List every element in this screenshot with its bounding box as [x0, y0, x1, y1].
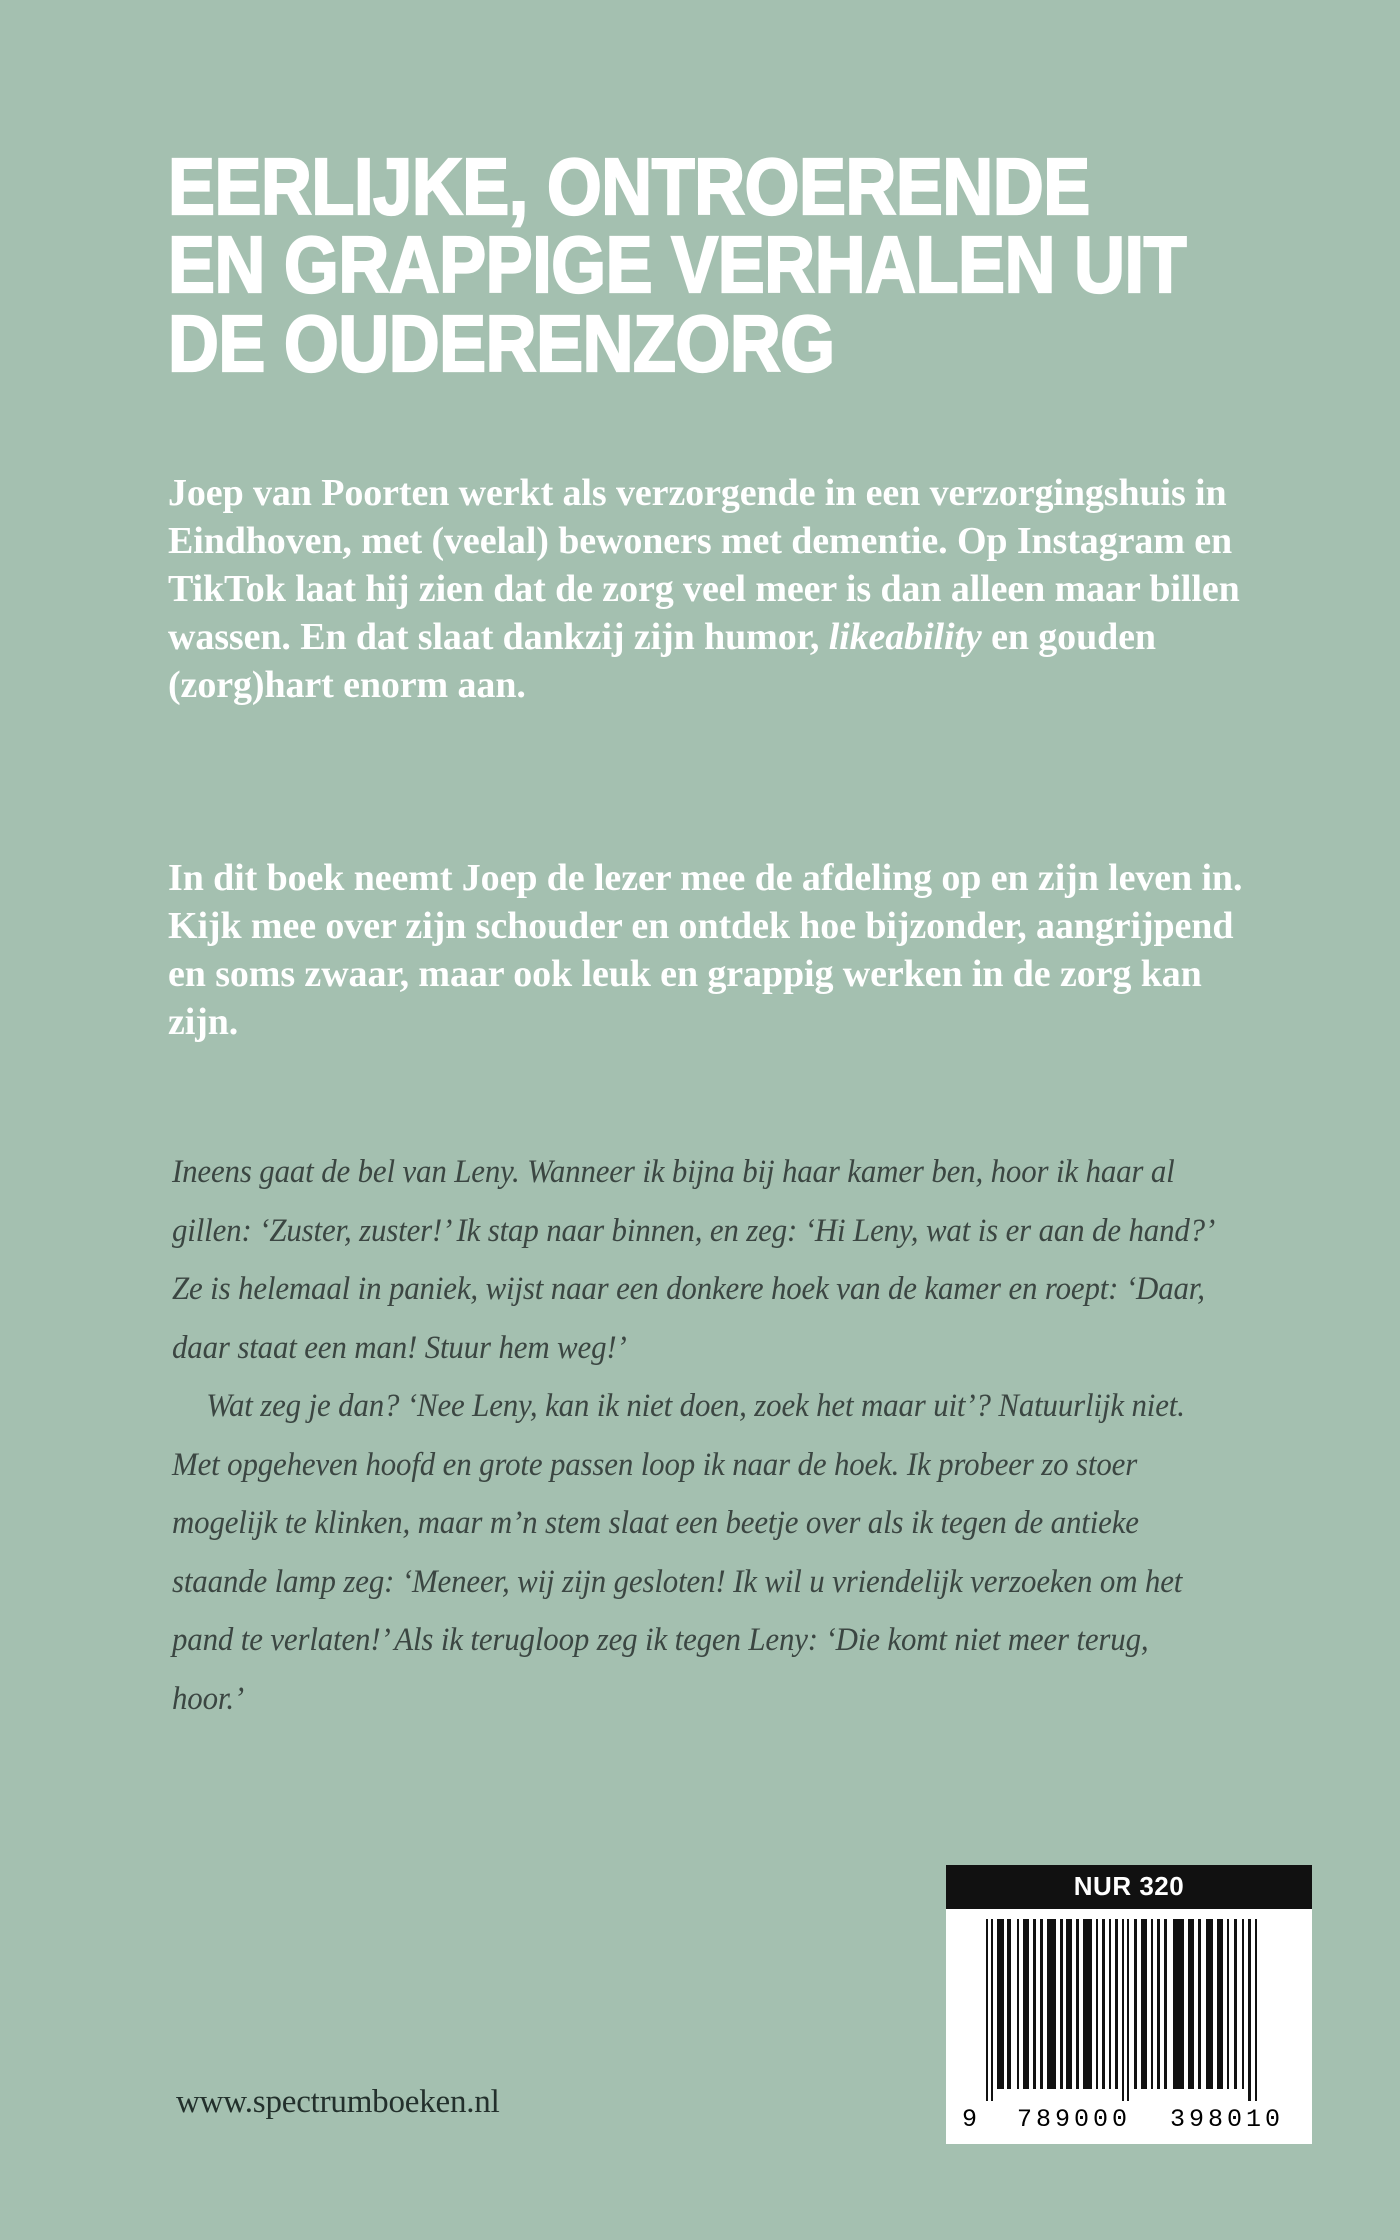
isbn-number-row	[946, 2105, 1312, 2144]
isbn-mid-digits: 789000	[1016, 2105, 1131, 2134]
headline-line-1: EERLIJKE, ONTROERENDE	[168, 142, 1090, 231]
excerpt-paragraph-2: Wat zeg je dan? ‘Nee Leny, kan ik niet doen, zoek het maar uit’? Natuurlijk niet. Met opgeheven hoofd en grote passen loop ik naar de hoek. Ik probeer zo stoer mogelijk te klinken, maar m’n stem slaat een beetje over als ik tegen de antieke staande lamp zeg: ‘Meneer, wij zijn gesloten! Ik wil u vriendelijk verzoeken om het pand te verlaten!’ Als ik terugloop zeg ik tegen Leny: ‘Die komt niet meer terug, hoor.’	[172, 1388, 1185, 1717]
barcode-icon	[984, 1919, 1274, 2101]
blurb-paragraph-1	[168, 470, 1278, 709]
barcode-bars-area	[946, 1909, 1312, 2105]
blurb-paragraph-1-italic-term: likeability	[828, 615, 982, 658]
blurb-paragraph-1-text-a: Joep van Poorten werkt als verzorgende in een verzorgingshuis in Eindhoven, met (veelal) bewoners met dementie. Op Instagram en TikTok laat hij zien dat de zorg veel meer is dan alleen maar billen wassen. En dat slaat dankzij zijn humor,	[168, 472, 1240, 658]
headline-block	[168, 142, 1288, 388]
book-excerpt	[172, 1143, 1222, 1728]
headline-line-3: DE OUDERENZORG	[168, 298, 835, 388]
blurb-paragraph-2: In dit boek neemt Joep de lezer mee de afdeling op en zijn leven in. Kijk mee over zijn schouder en ontdek hoe bijzonder, aangrijpend en soms zwaar, maar ook leuk en grappig werken in de zorg kan zijn.	[168, 857, 1243, 1043]
nur-code-banner: NUR 320	[946, 1865, 1312, 1909]
barcode-block	[946, 1865, 1312, 2144]
isbn-lead-digit: 9	[962, 2105, 979, 2134]
excerpt-paragraph-1: Ineens gaat de bel van Leny. Wanneer ik bijna bij haar kamer ben, hoor ik haar al gillen: ‘Zuster, zuster!’ Ik stap naar binnen, en zeg: ‘Hi Leny, wat is er aan de hand?’ Ze is helemaal in paniek, wijst naar een donkere hoek van de kamer en roept: ‘Daar, daar staat een man! Stuur hem weg!’	[172, 1154, 1212, 1366]
blurb-paragraph-1-text-b: en gouden (zorg)hart enorm aan.	[168, 615, 1156, 706]
headline-line-2: EN GRAPPIGE VERHALEN UIT	[168, 220, 1187, 310]
publisher-website[interactable]: www.spectrumboeken.nl	[176, 2084, 500, 2120]
isbn-tail-digits: 398010	[1169, 2105, 1284, 2134]
